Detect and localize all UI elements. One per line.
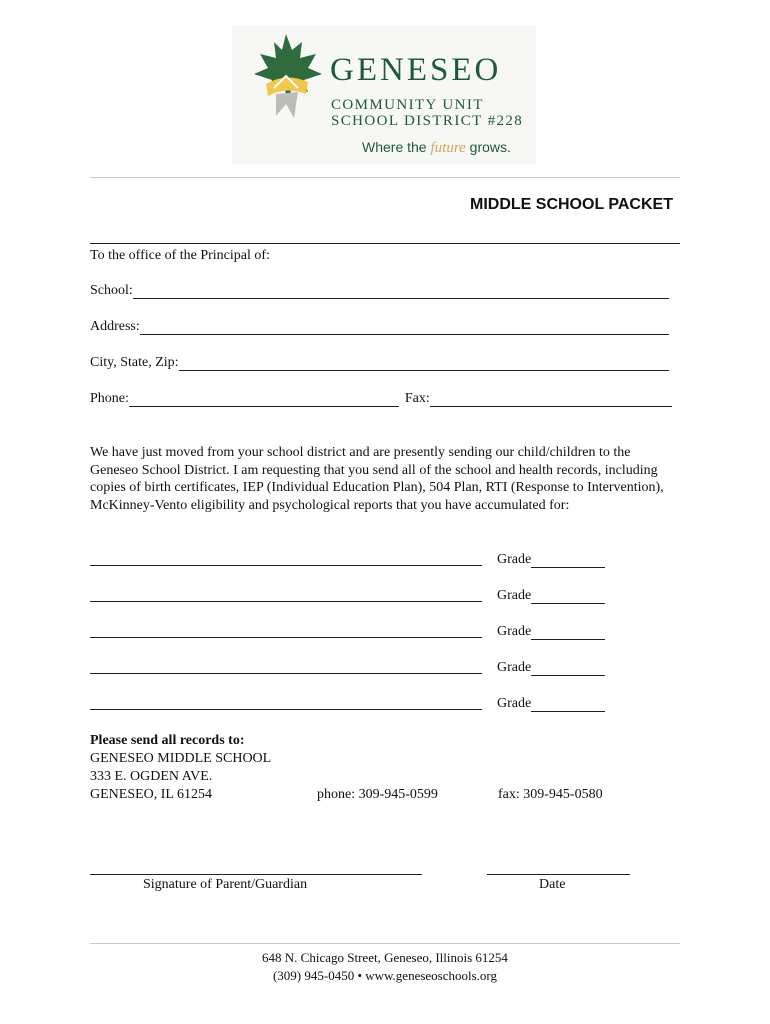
student-name-line-5[interactable] [90,709,482,710]
grade-field-4[interactable] [497,660,605,676]
grade-field-2[interactable] [497,588,605,604]
title-underline [90,243,680,244]
grade-label: Grade [497,660,532,675]
student-name-line-4[interactable] [90,673,482,674]
city-state-zip-field[interactable] [90,355,669,371]
address-field[interactable] [90,319,669,335]
send-to-city: GENESEO, IL 61254 [90,787,212,802]
footer-divider [90,943,680,944]
phone-input-line[interactable] [129,394,399,407]
signature-label: Signature of Parent/Guardian [143,877,308,892]
address-input-line[interactable] [140,322,669,335]
student-name-line-3[interactable] [90,637,482,638]
student-name-line-2[interactable] [90,601,482,602]
request-paragraph: We have just moved from your school district and are presently sending our child/children to the Geneseo School District. I am requesting that you send all of the school and health records, including copies of birth certificates, IEP (Individual Education Plan), 504 Plan, RTI (Response to Intervention), McKinney-Vento eligibility and psychological reports that you have accumulated for: [90,445,664,513]
logo-wordmark: GENESEO [330,52,502,88]
school-field[interactable] [90,283,669,299]
grade-input-line[interactable] [531,591,605,604]
city-state-zip-label: City, State, Zip: [90,355,179,370]
phone-fax-field[interactable] [90,391,672,407]
grade-input-line[interactable] [531,555,605,568]
logo-tagline: Where the future grows. [362,139,511,156]
date-line[interactable] [487,874,630,875]
grade-input-line[interactable] [531,699,605,712]
grade-label: Grade [497,696,532,711]
header-divider [90,177,680,178]
city-state-zip-input-line[interactable] [179,358,669,371]
footer-contact: (309) 945-0450 • www.geneseoschools.org [272,968,498,983]
grade-label: Grade [497,552,532,567]
school-input-line[interactable] [133,286,669,299]
logo-subtitle-2: SCHOOL DISTRICT #228 [331,113,524,129]
page-title: MIDDLE SCHOOL PACKET [470,196,673,213]
send-to-heading: Please send all records to: [90,733,245,748]
date-label: Date [539,877,566,892]
district-logo [232,26,536,164]
grade-field-3[interactable] [497,624,605,640]
address-label: Address: [90,319,140,334]
logo-subtitle-1: COMMUNITY UNIT [331,97,484,113]
intro-text: To the office of the Principal of: [90,248,270,263]
school-label: School: [90,283,133,298]
phone-label: Phone: [90,391,129,406]
grade-input-line[interactable] [531,627,605,640]
student-name-line-1[interactable] [90,565,482,566]
grade-field-1[interactable] [497,552,605,568]
send-to-fax: fax: 309-945-0580 [498,787,603,802]
signature-line[interactable] [90,874,422,875]
grade-label: Grade [497,588,532,603]
send-to-school: GENESEO MIDDLE SCHOOL [90,751,272,766]
fax-label: Fax: [404,391,430,406]
fax-input-line[interactable] [430,394,672,407]
send-to-street: 333 E. OGDEN AVE. [90,769,213,784]
grade-input-line[interactable] [531,663,605,676]
footer-address: 648 N. Chicago Street, Geneseo, Illinois 61254 [262,950,508,965]
maple-leaf-icon [246,32,326,120]
grade-label: Grade [497,624,532,639]
grade-field-5[interactable] [497,696,605,712]
send-to-phone: phone: 309-945-0599 [317,787,438,802]
